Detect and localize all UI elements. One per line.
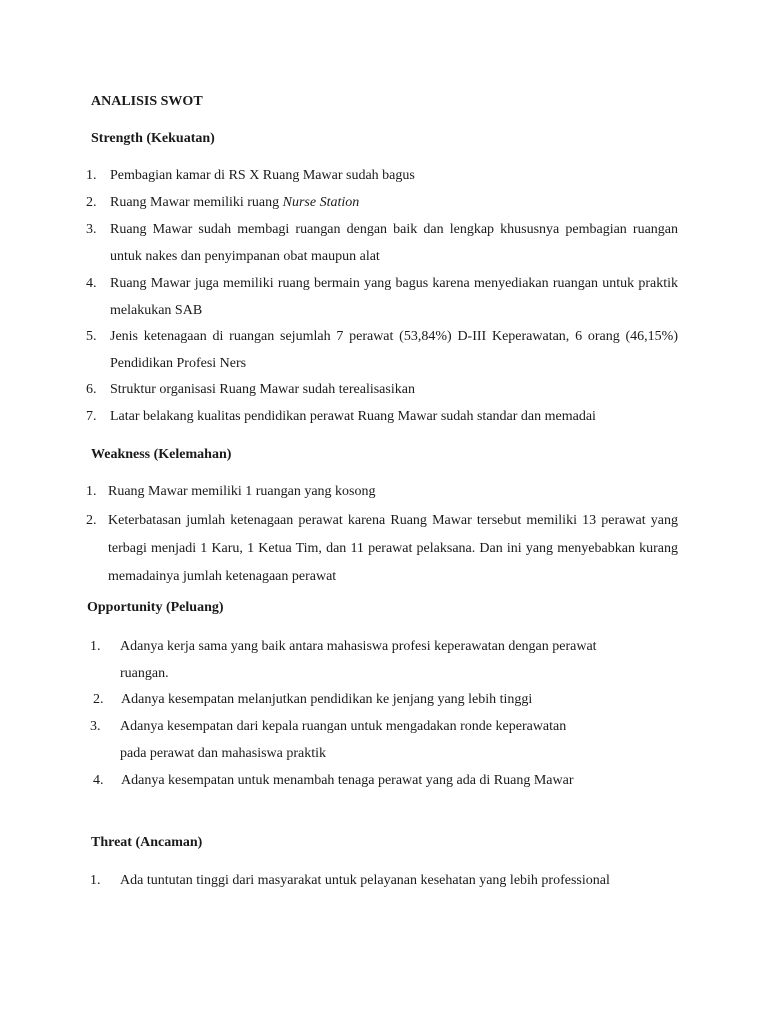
weakness-item-2 [86, 507, 678, 591]
list-text: Ada tuntutan tinggi dari masyarakat untuk pelayanan kesehatan yang lebih professional [120, 873, 610, 888]
list-number: 7. [86, 409, 97, 424]
list-text-continued: pada perawat dan mahasiswa praktik [120, 746, 327, 761]
weakness-heading: Weakness (Kelemahan) [91, 447, 232, 462]
list-number: 2. [93, 692, 104, 707]
strength-item-5 [86, 324, 678, 377]
list-number: 1. [90, 639, 101, 654]
list-text: Adanya kesempatan untuk menambah tenaga perawat yang ada di Ruang Mawar [121, 773, 574, 788]
opportunity-item-4 [90, 767, 650, 794]
list-number: 4. [93, 773, 104, 788]
list-text: Latar belakang kualitas pendidikan perawat Ruang Mawar sudah standar dan memadai [110, 409, 596, 424]
list-number: 3. [90, 719, 101, 734]
opportunity-item-1 [90, 633, 650, 687]
list-number: 2. [86, 195, 97, 210]
strength-item-7 [86, 404, 678, 431]
list-text: Ruang Mawar memiliki ruang [110, 195, 283, 210]
strength-heading: Strength (Kekuatan) [91, 131, 215, 146]
list-number: 4. [86, 276, 97, 291]
list-text: Pembagian kamar di RS X Ruang Mawar sudah bagus [110, 168, 415, 183]
list-text: Keterbatasan jumlah ketenagaan perawat karena Ruang Mawar tersebut memiliki 13 perawat yang terbagi menjadi 1 Karu, 1 Ketua Tim, dan 11 perawat pelaksana. Dan ini yang menyebabkan kurang memadainya jumlah ketenagaan perawat [108, 513, 678, 584]
list-number: 1. [86, 168, 97, 183]
threat-heading: Threat (Ancaman) [91, 835, 203, 850]
list-text: Ruang Mawar memiliki 1 ruangan yang kosong [108, 484, 376, 499]
list-text: Adanya kesempatan dari kepala ruangan untuk mengadakan ronde keperawatan [120, 719, 567, 734]
list-text: Struktur organisasi Ruang Mawar sudah terealisasikan [110, 382, 415, 397]
list-number: 1. [86, 484, 97, 499]
list-text: Ruang Mawar juga memiliki ruang bermain yang bagus karena menyediakan ruangan untuk praktik melakukan SAB [110, 276, 678, 318]
strength-item-6 [86, 377, 678, 404]
list-number: 5. [86, 329, 97, 344]
list-number: 2. [86, 513, 97, 528]
strength-item-3 [86, 217, 678, 270]
list-number: 6. [86, 382, 97, 397]
strength-item-1 [86, 163, 678, 190]
opportunity-item-2 [90, 686, 650, 713]
opportunity-heading: Opportunity (Peluang) [87, 600, 224, 615]
threat-item-1 [90, 868, 670, 895]
list-text-continued: ruangan. [120, 666, 169, 681]
list-number: 1. [90, 873, 101, 888]
list-number: 3. [86, 222, 97, 237]
list-text: Adanya kesempatan melanjutkan pendidikan ke jenjang yang lebih tinggi [121, 692, 533, 707]
list-text: Adanya kerja sama yang baik antara mahasiswa profesi keperawatan dengan perawat [120, 639, 597, 654]
weakness-item-1 [86, 479, 678, 506]
opportunity-item-3 [90, 713, 650, 767]
document-title: ANALISIS SWOT [91, 94, 203, 109]
strength-item-2 [86, 190, 678, 217]
list-text-italic: Nurse Station [282, 195, 360, 210]
strength-item-4 [86, 271, 678, 324]
list-text: Jenis ketenagaan di ruangan sejumlah 7 perawat (53,84%) D-III Keperawatan, 6 orang (46,15%) Pendidikan Profesi Ners [110, 329, 678, 371]
list-text: Ruang Mawar sudah membagi ruangan dengan baik dan lengkap khususnya pembagian ruangan untuk nakes dan penyimpanan obat maupun alat [110, 222, 678, 264]
